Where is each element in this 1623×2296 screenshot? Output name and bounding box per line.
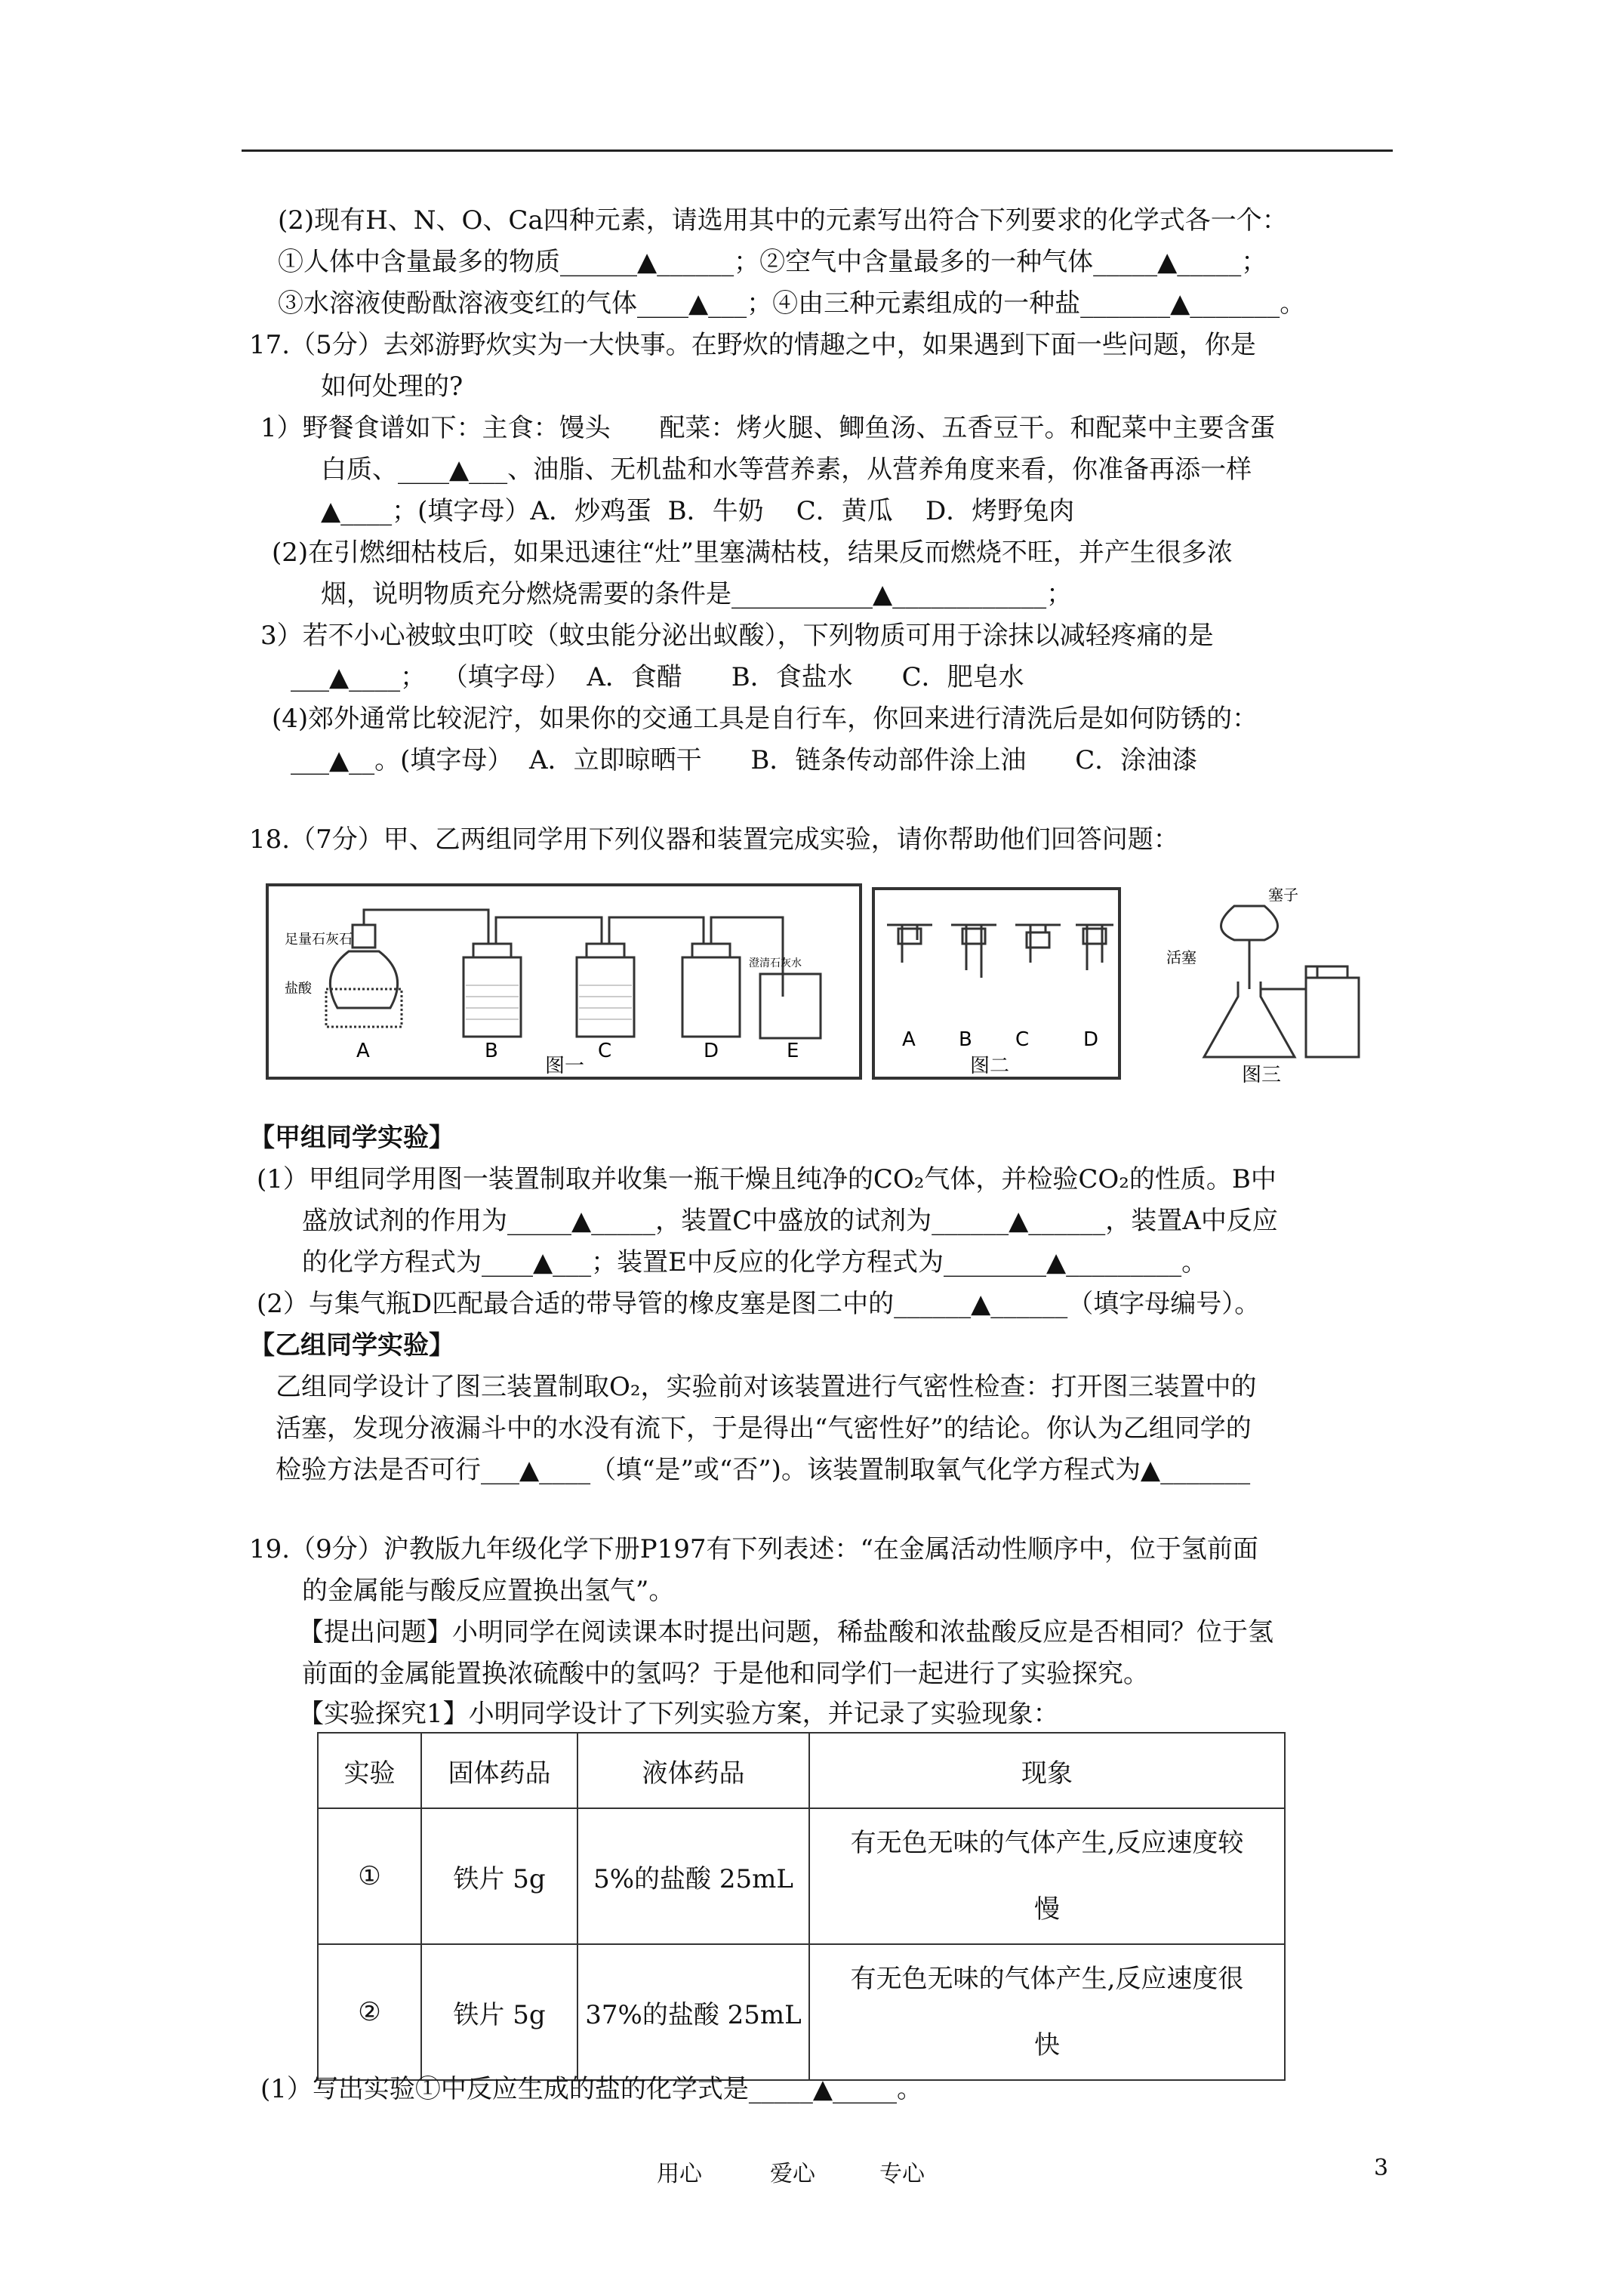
q16-part2-intro: (2)现有H、N、O、Ca四种元素，请选用其中的元素写出符合下列要求的化学式各一个： (278, 205, 1288, 236)
q17-part4-options: ___▲__。(填字母） A．立即晾晒干 B．链条传动部件涂上油 C．涂油漆 (291, 745, 1198, 775)
q18-part2: (2）与集气瓶D匹配最合适的带导管的橡皮塞是图二中的______▲______（填字母编号）。 (257, 1289, 1261, 1319)
table-row (318, 1808, 1285, 1944)
fig3-caption: 图三 (1242, 1064, 1282, 1086)
q18-part1: (1）甲组同学用图一装置制取并收集一瓶干燥且纯净的CO₂气体，并检验CO₂的性质。B中 (257, 1164, 1277, 1194)
fig3-label-valve: 活塞 (1166, 948, 1196, 966)
fig1-label-a: A (356, 1040, 370, 1062)
q17-part3: 3）若不小心被蚊虫叮咬（蚊虫能分泌出蚁酸），下列物质可用于涂抹以减轻疼痛的是 (260, 621, 1214, 651)
q19-question-cont: 前面的金属能置换浓硫酸中的氢吗？于是他和同学们一起进行了实验探究。 (302, 1659, 1149, 1689)
q17-title-cont: 如何处理的? (321, 371, 463, 402)
cell-id: ② (318, 1944, 421, 2080)
cell-observation (809, 1944, 1285, 2080)
cell-solid: 铁片 5g (421, 1944, 577, 2080)
footer-item-2: 爱心 (770, 2161, 815, 2187)
observation-line-2: 快 (1034, 2030, 1060, 2060)
fig2-caption: 图二 (970, 1055, 1010, 1077)
cell-solid: 铁片 5g (421, 1808, 577, 1944)
header-rule (242, 149, 1393, 152)
q17-part4: (4)郊外通常比较泥泞，如果你的交通工具是自行车，你回来进行清洗后是如何防锈的： (272, 704, 1258, 734)
group-b-text-1: 乙组同学设计了图三装置制取O₂，实验前对该装置进行气密性检查：打开图三装置中的 (276, 1372, 1257, 1402)
q18-part1-cont2: 的化学方程式为____▲___；装置E中反应的化学方程式为________▲_________。 (302, 1247, 1208, 1277)
observation-line-2: 慢 (1034, 1894, 1060, 1925)
q19-title: 19.（9分）沪教版九年级化学下册P197有下列表述：“在金属活动性顺序中，位于氢前面 (249, 1534, 1258, 1564)
footer-item-3: 专心 (879, 2161, 925, 2187)
header-experiment: 实验 (318, 1733, 421, 1808)
figure-1 (266, 883, 862, 1080)
q16-line-1: ①人体中含量最多的物质______▲______；②空气中含量最多的一种气体_____▲_____； (278, 247, 1267, 277)
footer-item-1: 用心 (657, 2161, 702, 2187)
header-observation: 现象 (809, 1733, 1285, 1808)
observation-line-1: 有无色无味的气体产生,反应速度较 (850, 1828, 1244, 1858)
observation-line-1: 有无色无味的气体产生,反应速度很 (850, 1964, 1244, 1994)
fig2-label-c: C (1015, 1028, 1030, 1051)
group-b-text-3: 检验方法是否可行___▲____（填“是”或“否”)。该装置制取氧气化学方程式为▲_______ (276, 1455, 1251, 1485)
q16-line-2: ③水溶液使酚酞溶液变红的气体____▲___；④由三种元素组成的一种盐_______▲_______。 (278, 288, 1306, 319)
q19-question: 【提出问题】小明同学在阅读课本时提出问题，稀盐酸和浓盐酸反应是否相同？位于氢 (298, 1617, 1273, 1647)
table-header-row (318, 1733, 1285, 1808)
q17-part1-cont: 白质、____▲___、油脂、无机盐和水等营养素，从营养角度来看，你准备再添一样 (321, 455, 1252, 485)
cell-liquid: 37%的盐酸 25mL (577, 1944, 809, 2080)
q17-part1: 1）野餐食谱如下：主食：馒头 配菜：烤火腿、鲫鱼汤、五香豆干。和配菜中主要含蛋 (260, 413, 1276, 443)
group-b-heading: 【乙组同学实验】 (249, 1330, 454, 1361)
q17-part3-options: ___▲____； （填字母） A．食醋 B．食盐水 C．肥皂水 (291, 662, 1024, 692)
cell-observation (809, 1808, 1285, 1944)
q18-part1-cont: 盛放试剂的作用为_____▲_____，装置C中盛放的试剂为______▲______，装置A中反应 (302, 1206, 1278, 1236)
fig1-caption: 图一 (545, 1055, 585, 1077)
page-number: 3 (1374, 2155, 1389, 2181)
cell-liquid: 5%的盐酸 25mL (577, 1808, 809, 1944)
fig1-label-acid: 盐酸 (285, 981, 312, 997)
q19-part1: (1）写出实验①中反应生成的盐的化学式是_____▲_____。 (260, 2074, 923, 2104)
table-row (318, 1944, 1285, 2080)
q19-title-cont: 的金属能与酸反应置换出氢气”。 (302, 1576, 675, 1606)
q17-part1-options: ▲____；(填字母）A．炒鸡蛋 B．牛奶 C．黄瓜 D．烤野兔肉 (321, 496, 1075, 526)
figure-3 (1132, 883, 1404, 1087)
fig1-label-d: D (704, 1040, 719, 1062)
q18-title: 18.（7分）甲、乙两组同学用下列仪器和装置完成实验，请你帮助他们回答问题： (249, 824, 1179, 855)
q17-part2-cont: 烟，说明物质充分燃烧需要的条件是___________▲____________； (321, 579, 1073, 609)
fig2-label-b: B (959, 1028, 972, 1051)
fig1-label-c: C (598, 1040, 612, 1062)
experiment-table (317, 1732, 1286, 2081)
fig1-label-limewater: 澄清石灰水 (749, 957, 802, 969)
q17-part2: (2)在引燃细枯枝后，如果迅速往“灶”里塞满枯枝，结果反而燃烧不旺，并产生很多浓 (272, 538, 1233, 568)
fig2-label-a: A (902, 1028, 916, 1051)
fig1-label-e: E (787, 1040, 799, 1062)
figure-2 (872, 887, 1121, 1080)
q19-experiment-1: 【实验探究1】小明同学设计了下列实验方案，并记录了实验现象： (298, 1699, 1059, 1729)
fig1-label-b: B (485, 1040, 498, 1062)
header-liquid: 液体药品 (577, 1733, 809, 1808)
cell-id: ① (318, 1808, 421, 1944)
fig3-label-stopper: 塞子 (1268, 886, 1298, 904)
q17-title: 17.（5分）去郊游野炊实为一大快事。在野炊的情趣之中，如果遇到下面一些问题，你是 (249, 330, 1256, 360)
group-b-text-2: 活塞，发现分液漏斗中的水没有流下，于是得出“气密性好”的结论。你认为乙组同学的 (276, 1413, 1252, 1444)
header-solid: 固体药品 (421, 1733, 577, 1808)
group-a-heading: 【甲组同学实验】 (249, 1123, 454, 1153)
fig2-label-d: D (1083, 1028, 1099, 1051)
fig1-label-limestone: 足量石灰石 (285, 932, 353, 948)
